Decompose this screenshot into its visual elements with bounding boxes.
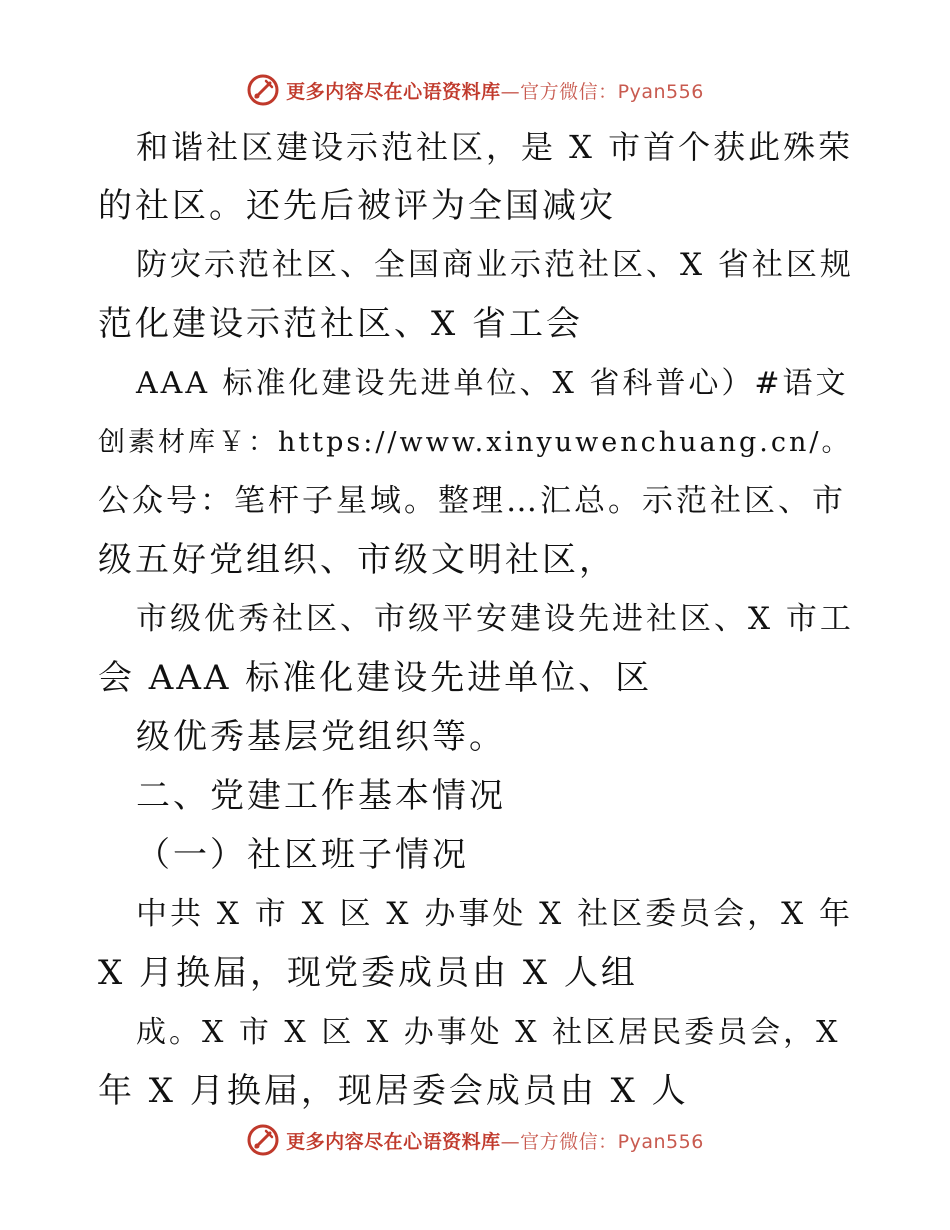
text-line: 级优秀基层党组织等。 (136, 717, 506, 757)
header-watermark (0, 70, 950, 110)
text-line: 范化建设示范社区、X 省工会 (98, 304, 584, 344)
text-line: 防灾示范社区、全国商业示范社区、X 省社区规 (136, 247, 854, 283)
text-line: 会 AAA 标准化建设先进单位、区 (98, 658, 653, 698)
text-line: 二、党建工作基本情况 (136, 776, 506, 816)
text-line: 的社区。还先后被评为全国减灾 (98, 186, 616, 226)
text-line: AAA 标准化建设先进单位、X 省科普心）#语文 (136, 366, 849, 401)
watermark-separator: — (500, 1130, 521, 1153)
text-line: （一）社区班子情况 (136, 835, 469, 875)
watermark-separator: — (500, 80, 521, 103)
watermark-title: 更多内容尽在心语资料库 (286, 80, 501, 103)
watermark-contact: 官方微信：Pyan556 (520, 1130, 704, 1153)
footer-watermark (0, 1120, 950, 1160)
text-line: 成。X 市 X 区 X 办事处 X 社区居民委员会，X (136, 1015, 841, 1050)
text-line: 中共 X 市 X 区 X 办事处 X 社区委员会，X 年 (136, 896, 854, 932)
text-line: 创素材库￥：https://www.xinyuwenchuang.cn/。 (98, 427, 852, 458)
watermark-title: 更多内容尽在心语资料库 (286, 1130, 501, 1153)
text-line: 级五好党组织、市级文明社区， (98, 540, 616, 580)
text-line: 和谐社区建设示范社区，是 X 市首个获此殊荣 (136, 128, 854, 166)
logo-icon (246, 1123, 280, 1157)
text-line: 市级优秀社区、市级平安建设先进社区、X 市工 (136, 601, 854, 637)
watermark-contact: 官方微信：Pyan556 (520, 80, 704, 103)
text-line: X 月换届，现党委成员由 X 人组 (98, 953, 638, 993)
text-line: 公众号：笔杆子星域。整理…汇总。示范社区、市 (98, 483, 846, 519)
text-line: 年 X 月换届，现居委会成员由 X 人 (98, 1071, 689, 1111)
document-body (98, 118, 858, 1121)
logo-icon (246, 73, 280, 107)
